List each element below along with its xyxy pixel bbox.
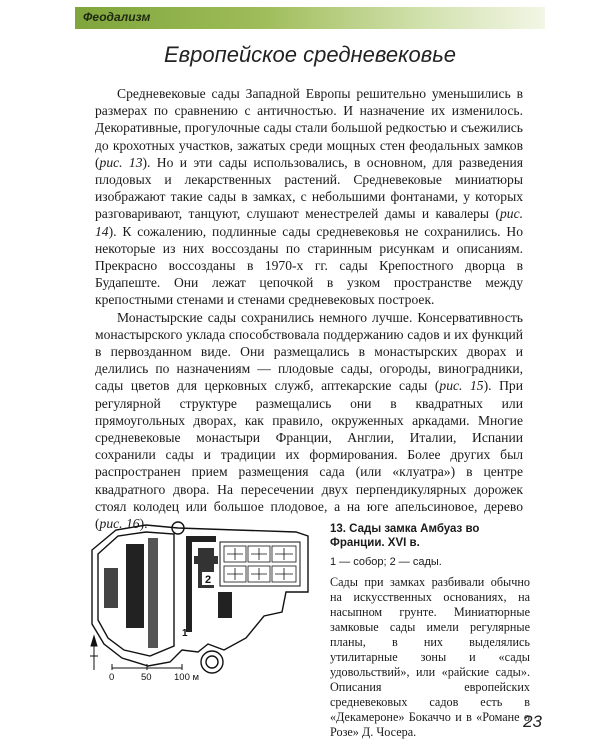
caption-text: Сады при замках разбивали обычно на искусственных основаниях, на насыпном грунте. Миниатюрные замковые сады имели регулярные планы, в них выделялись утилитарные зоны и «сады удовольствий», или «райские сады». Описания европейских средневековых садов есть в «Декамероне» Бокаччо и в «Романе о Розе» Д. Чосера. bbox=[330, 575, 530, 739]
page-number: 23 bbox=[523, 712, 542, 731]
castle-plan-figure bbox=[86, 520, 314, 680]
building-block bbox=[104, 568, 118, 608]
scale-label: 50 bbox=[141, 672, 152, 680]
page-title: Европейское средневековье bbox=[163, 42, 457, 67]
section-title: Феодализм bbox=[83, 10, 151, 24]
building-block bbox=[218, 592, 232, 618]
figure-ref: рис. 13 bbox=[99, 154, 143, 170]
round-tower-inner bbox=[206, 656, 218, 668]
figure-ref: рис. 14 bbox=[95, 206, 523, 239]
caption-title: 13. Сады замка Амбуаз во Франции. XVI в. bbox=[330, 523, 480, 549]
body-text bbox=[95, 85, 523, 532]
paragraph-1: Средневековые сады Западной Европы решительно уменьшились в размерах по сравнению с античностью. И назначение их изменилось. Декоративные, прогулочные сады стали большой редкостью и съежились до крохотных участков, зажатых среди мощных стен феодальных замков (рис. 13). Но и эти сады использовались, в основном, для разведения плодовых и лекарственных растений. Средневековые миниатюры изображают такие сады в замках, с небольшими фонтанами, у которых разговаривают, танцуют, слушают менестрелей дамы и кавалеры (рис. 14). К сожалению, подлинные сады средневековья не сохранились. Но некоторые из них воссозданы по старинным рисункам и описаниям. Прекрасно воссозданы в 1970-х гг. сады Крепостного дворца в Будапеште. Они лежат цепочкой в узком пространстве между крепостными стенами и стенами средневековых построек. bbox=[95, 86, 523, 308]
round-tower bbox=[201, 651, 223, 673]
caption-legend: 1 — собор; 2 — сады. bbox=[330, 556, 442, 568]
north-arrow-icon bbox=[91, 636, 97, 646]
marker-gardens: 2 bbox=[205, 574, 212, 586]
scale-label: 100 м bbox=[174, 672, 200, 680]
building-block bbox=[186, 542, 192, 632]
scale-label: 0 bbox=[109, 672, 115, 680]
building-block bbox=[126, 544, 144, 628]
cathedral-transept bbox=[194, 556, 218, 564]
building-block bbox=[186, 536, 216, 542]
section-header-bar bbox=[75, 7, 545, 29]
marker-cathedral: 1 bbox=[182, 628, 188, 639]
figure-caption bbox=[330, 522, 530, 740]
garden-area bbox=[220, 542, 300, 586]
building-block bbox=[148, 538, 158, 648]
figure-ref: рис. 16 bbox=[99, 516, 140, 532]
figure-ref: рис. 15 bbox=[439, 378, 484, 394]
paragraph-2: Монастырские сады сохранились немного лучше. Консервативность монастырского уклада способствовала поддержанию садов и их функций в первозданном виде. Они размещались в монастырских дворах и делились по назначениям — плодовые сады, огороды, виноградники, сады цветов для церковных служб, аптекарские сады (рис. 15). При регулярной структуре размещались они в квадратных или прямоугольных дворах, как правило, окруженных аркадами. Многие средневековые монастыри Франции, Англии, Италии, Испании сохранили сады и традиции их формирования. Более других был распространен прием размещения сада (или «клуатра») в центре квадратного двора. На пересечении двух перпендикулярных дорожек стоял колодец или большое плодовое, а на юге апельсиновое, дерево (рис. 16). bbox=[95, 309, 523, 532]
